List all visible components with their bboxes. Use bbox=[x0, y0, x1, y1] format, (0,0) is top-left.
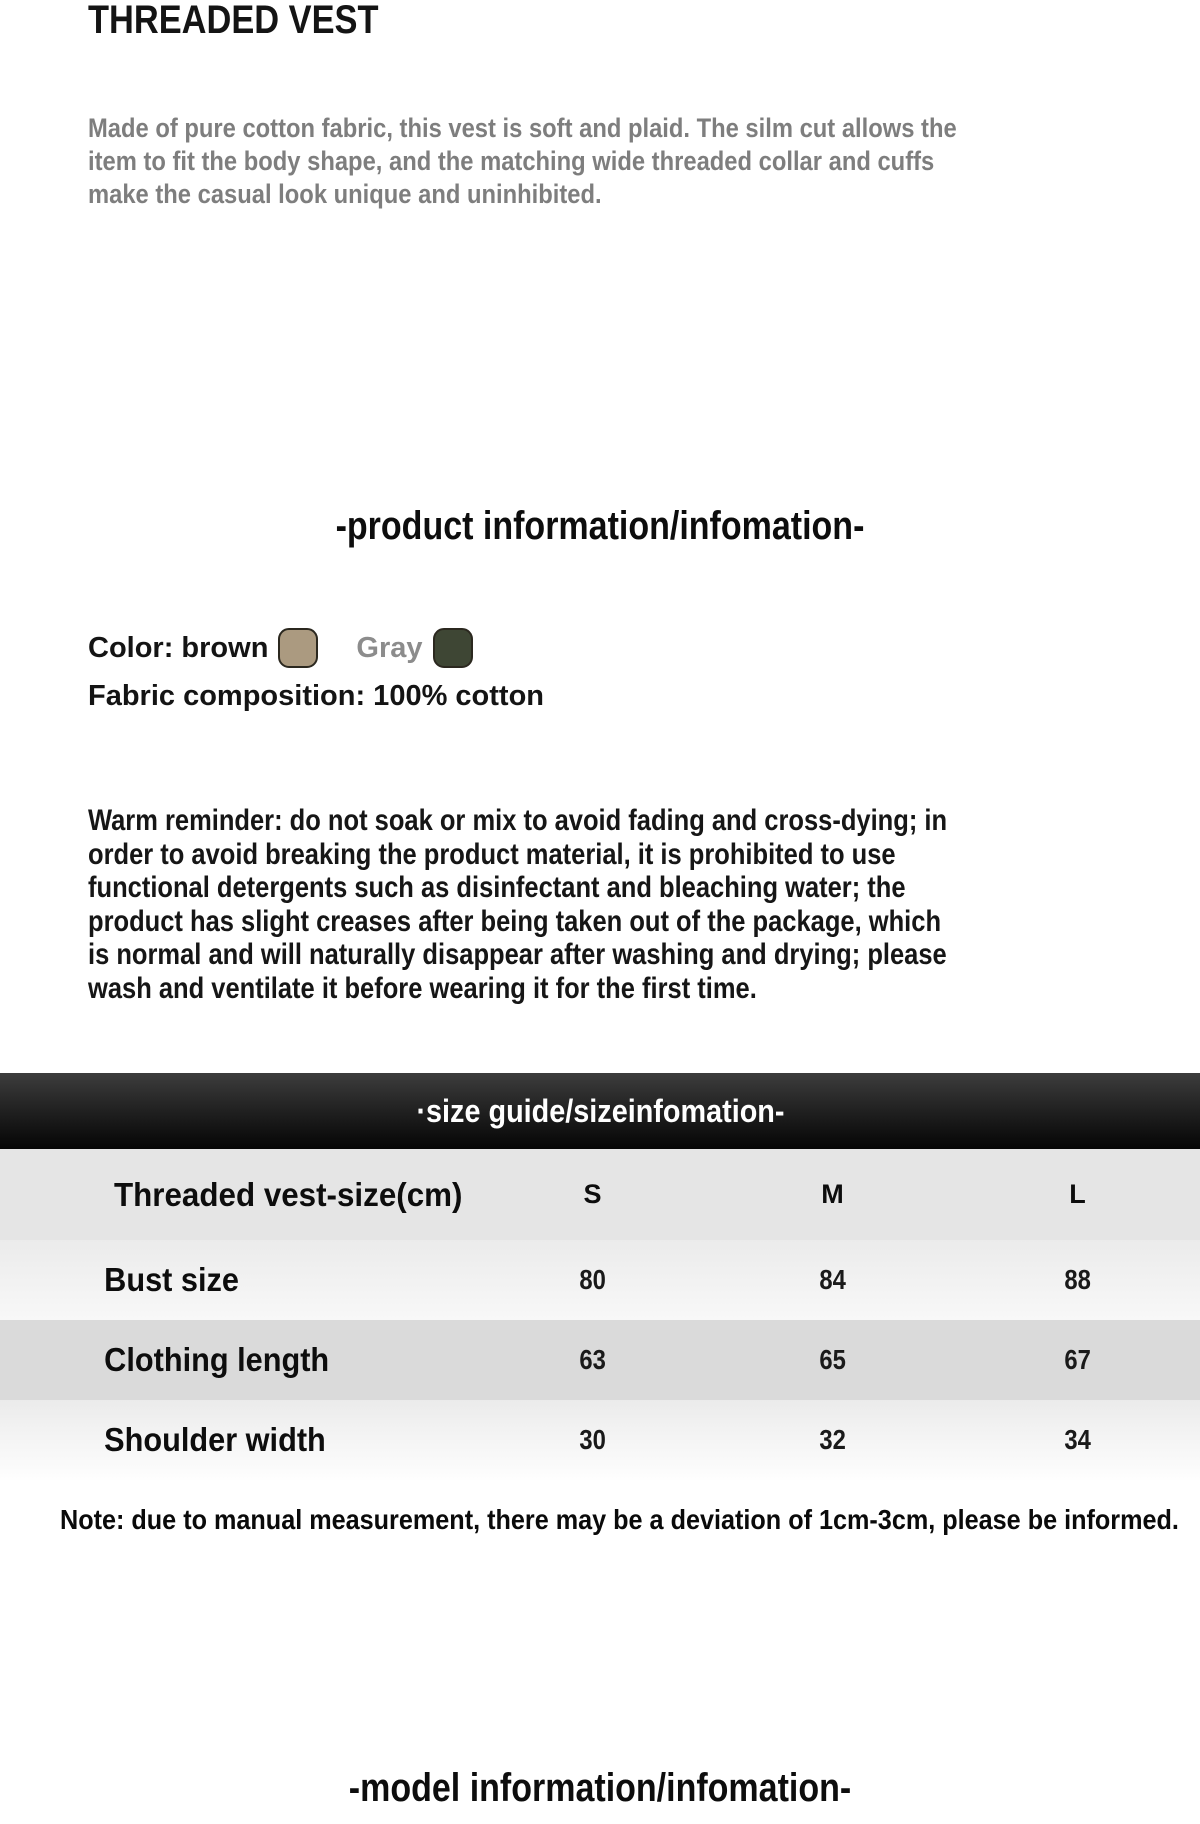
cell-value: 32 bbox=[819, 1424, 846, 1455]
cell-value: 63 bbox=[579, 1344, 606, 1375]
cell-value: 34 bbox=[1064, 1424, 1091, 1455]
warm-reminder-line: is normal and will naturally disappear after washing and drying; please bbox=[88, 938, 947, 971]
warm-reminder-line: product has slight creases after being taken out of the package, which bbox=[88, 904, 942, 938]
table-row-clothing-length bbox=[0, 1320, 1200, 1400]
warm-reminder-line: wash and ventilate it before wearing it for the first time. bbox=[88, 971, 757, 1005]
row-label: Bust size bbox=[104, 1261, 239, 1298]
brown-color-swatch bbox=[278, 628, 318, 668]
measurement-note: Note: due to manual measurement, there may be a deviation of 1cm-3cm, please be informed. bbox=[60, 1504, 1179, 1535]
page-title: THREADED VEST bbox=[88, 0, 379, 42]
color-label-gray: Gray bbox=[356, 631, 423, 664]
description-line: Made of pure cotton fabric, this vest is soft and plaid. The silm cut allows the bbox=[88, 113, 957, 143]
size-table-header-label: Threaded vest-size(cm) bbox=[114, 1175, 463, 1213]
product-info-heading: -product information/infomation- bbox=[335, 504, 865, 548]
cell-value: 84 bbox=[819, 1264, 846, 1295]
table-row-bust-size bbox=[0, 1240, 1200, 1320]
size-guide-banner-title: ·size guide/sizeinfomation- bbox=[415, 1092, 785, 1129]
table-row-shoulder-width bbox=[0, 1400, 1200, 1480]
cell-value: 65 bbox=[819, 1344, 846, 1375]
description-line: item to fit the body shape, and the matching wide threaded collar and cuffs bbox=[88, 146, 935, 176]
size-column-s: S bbox=[583, 1179, 602, 1209]
gray-color-swatch bbox=[433, 628, 473, 668]
warm-reminder-line: order to avoid breaking the product material, it is prohibited to use bbox=[88, 837, 896, 871]
color-options-row bbox=[88, 627, 473, 669]
fabric-composition: Fabric composition: 100% cotton bbox=[88, 680, 544, 712]
color-label-brown: Color: brown bbox=[88, 631, 269, 664]
size-guide-banner bbox=[0, 1073, 1200, 1149]
warm-reminder bbox=[88, 804, 947, 1005]
model-info-heading: -model information/infomation- bbox=[348, 1766, 852, 1810]
row-label: Clothing length bbox=[104, 1341, 330, 1378]
size-column-m: M bbox=[821, 1179, 844, 1209]
warm-reminder-line: Warm reminder: do not soak or mix to avoid fading and cross-dying; in bbox=[88, 804, 948, 837]
size-table bbox=[0, 1149, 1200, 1480]
description-line: make the casual look unique and uninhibited. bbox=[88, 179, 602, 209]
warm-reminder-line: functional detergents such as disinfectant and bleaching water; the bbox=[88, 871, 906, 904]
size-table-header-row bbox=[0, 1149, 1200, 1240]
cell-value: 80 bbox=[579, 1264, 606, 1295]
cell-value: 67 bbox=[1064, 1344, 1091, 1375]
cell-value: 88 bbox=[1064, 1264, 1091, 1295]
cell-value: 30 bbox=[579, 1424, 606, 1455]
size-column-l: L bbox=[1069, 1179, 1086, 1209]
row-label: Shoulder width bbox=[104, 1421, 326, 1458]
product-description bbox=[88, 112, 957, 211]
